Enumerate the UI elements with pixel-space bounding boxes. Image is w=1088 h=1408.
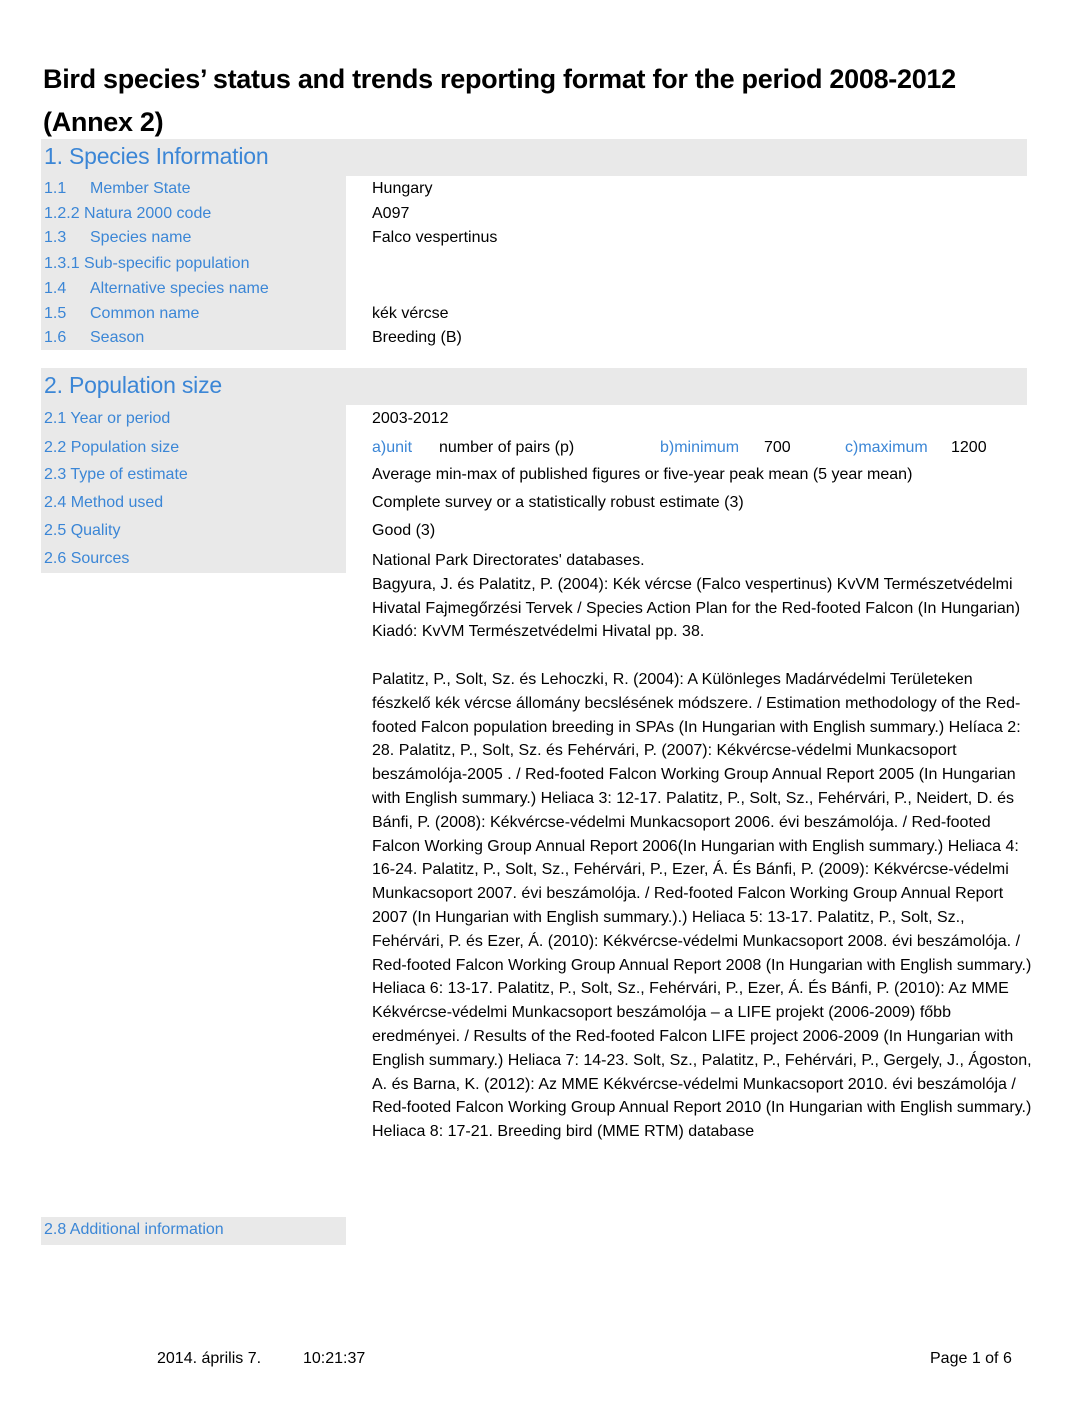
footer-date: 2014. április 7. (157, 1350, 262, 1367)
section-population-size (41, 368, 1027, 405)
field-number: 1.5 (44, 305, 67, 322)
label-column-background (41, 405, 346, 573)
field-value: Hungary (372, 180, 433, 197)
footer-page-number: Page 1 of 6 (930, 1350, 1012, 1367)
field-number: 1.3 (44, 229, 67, 246)
document-title: Bird species’ status and trends reporting format for the period 2008-2012 (Annex 2) (43, 64, 956, 137)
field-value: Complete survey or a statistically robust estimate (3) (372, 494, 744, 511)
field-number: 1.6 (44, 329, 67, 346)
minimum-value: 700 (764, 439, 791, 456)
field-value: Falco vespertinus (372, 229, 498, 246)
field-label: 2.3 Type of estimate (44, 466, 188, 483)
field-label: Season (90, 329, 145, 346)
field-number: 1.2.2 Natura 2000 code (44, 205, 212, 222)
sources-paragraph: National Park Directorates' databases. (372, 552, 645, 569)
field-value: Breeding (B) (372, 329, 462, 346)
field-value: kék vércse (372, 305, 449, 322)
sources-text (372, 549, 1032, 1144)
field-value: Average min-max of published figures or five-year peak mean (5 year mean) (372, 466, 913, 483)
field-number: 1.3.1 Sub-specific population (44, 255, 250, 272)
sources-paragraph (372, 644, 1032, 668)
field-label: 2.2 Population size (44, 439, 180, 456)
field-label: 2.1 Year or period (44, 410, 171, 427)
minimum-label: b)minimum (660, 439, 740, 456)
field-label: 2.5 Quality (44, 522, 121, 539)
field-label: Member State (90, 180, 191, 197)
unit-label: a)unit (372, 439, 413, 456)
section-heading: 1. Species Information (44, 143, 269, 169)
field-value: Good (3) (372, 522, 436, 539)
field-label: Species name (90, 229, 192, 246)
field-number: 1.4 (44, 280, 67, 297)
maximum-label: c)maximum (845, 439, 928, 456)
sources-paragraph: Bagyura, J. és Palatitz, P. (2004): Kék vércse (Falco vespertinus) KvVM Természetvédelmi Hivatal Fajmegőrzési Tervek / Species Action Plan for the Red-footed Falcon (In Hungarian) Kiadó: KvVM Természetvédelmi Hivatal pp. 38. (372, 575, 1021, 641)
field-label: Alternative species name (90, 280, 269, 297)
field-label: 2.6 Sources (44, 550, 130, 567)
footer-time: 10:21:37 (303, 1350, 366, 1367)
maximum-value: 1200 (951, 439, 987, 456)
sources-paragraph: Palatitz, P., Solt, Sz. és Lehoczki, R. (2004): A Különleges Madárvédelmi Területeken fészkelő kék vércse állomány becslésének módszere. / Estimation methodology of the Red-footed Falcon population breeding in SPAs (In Hungarian with English summary.) Helíaca 2: 28. Palatitz, P., Solt, Sz. és Fehérvári, P. (2007): Kékvércse-védelmi Munkacsoport beszámolója-2005 . / Red-footed Falcon Working Group Annual Report 2005 (In Hungarian with English summary.) Heliaca 3: 12-17. Palatitz, P., Solt, Sz., Fehérvári, P., Neidert, D. és Bánfi, P. (2008): Kékvércse-védelmi Munkacsoport 2006. évi beszámolója. / Red-footed Falcon Working Group Annual Report 2006(In Hungarian with English summary.) Heliaca 4: 16-24. Palatitz, P., Solt, Sz., Fehérvári, P., Ezer, Á. És Bánfi, P. (2009): Kékvércse-védelmi Munkacsoport 2007. évi beszámolója. / Red-footed Falcon Working Group Annual Report 2007 (In Hungarian with English summary.).) Heliaca 5: 13-17. Palatitz, P., Solt, Sz., Fehérvári, P. és Ezer, Á. (2010): Kékvércse-védelmi Munkacsoport 2008. évi beszámolója. / Red-footed Falcon Working Group Annual Report 2008 (In Hungarian with English summary.) Heliaca 6: 13-17. Palatitz, P., Solt, Sz., Fehérvári, P., Ezer, Á. És Bánfi, P. (2010): Az MME Kékvércse-védelmi Munkacsoport beszámolója – a LIFE projekt (2006-2009) főbb eredményei. / Results of the Red-footed Falcon LIFE project 2006-2009 (In Hungarian with English summary.) Heliaca 7: 14-23. Solt, Sz., Palatitz, P., Fehérvári, P., Gergely, J., Ágoston, A. és Barna, K. (2012): Az MME Kékvércse-védelmi Munkacsoport 2010. évi beszámolója / Red-footed Falcon Working Group Annual Report 2010 (In Hungarian with English summary.) Heliaca 8: 17-21. Breeding bird (MME RTM) database (372, 670, 1032, 1141)
field-label: 2.8 Additional information (44, 1221, 224, 1238)
field-label: 2.4 Method used (44, 494, 164, 511)
field-value: 2003-2012 (372, 410, 449, 427)
unit-value: number of pairs (p) (439, 439, 575, 456)
field-number: 1.1 (44, 180, 67, 197)
field-value: A097 (372, 205, 410, 222)
section-heading: 2. Population size (44, 372, 222, 398)
section-species-information (41, 139, 1027, 176)
field-label: Common name (90, 305, 200, 322)
